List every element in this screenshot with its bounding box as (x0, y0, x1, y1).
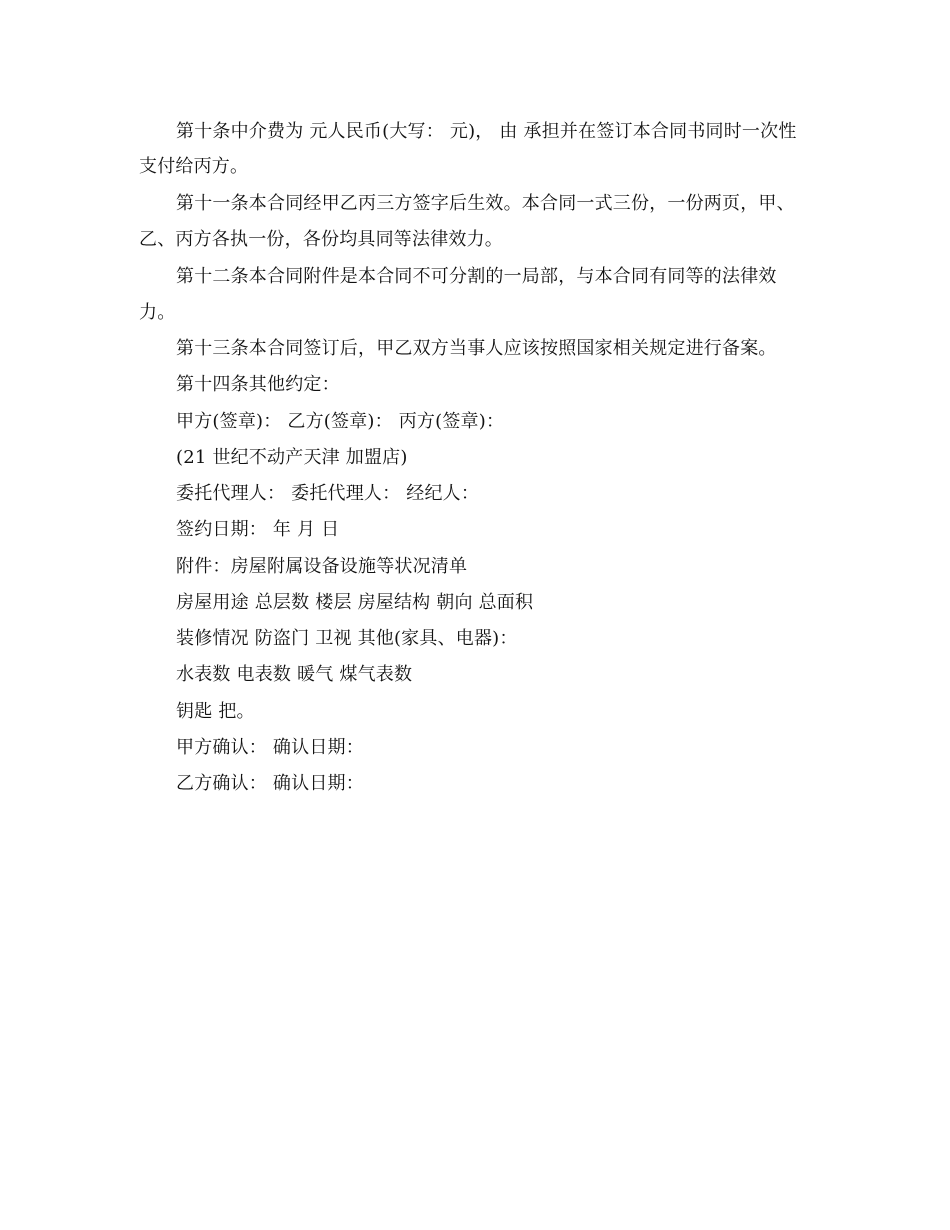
party-b-confirm: 乙方确认： 确认日期： (176, 773, 364, 794)
clause-10-line-1: 第十条中介费为 元人民币(大写： 元)， 由 承担并在签订本合同书同时一次性 (176, 121, 797, 142)
clause-14: 第十四条其他约定： (176, 374, 340, 395)
signing-date: 签约日期： 年 月 日 (176, 519, 340, 540)
clause-13: 第十三条本合同签订后，甲乙双方当事人应该按照国家相关规定进行备案。 (176, 338, 777, 359)
clause-10-line-2: 支付给丙方。 (139, 156, 249, 177)
clause-12-line-2: 力。 (139, 302, 176, 323)
clause-12-line-1: 第十二条本合同附件是本合同不可分割的一局部，与本合同有同等的法律效 (176, 266, 777, 287)
agency-note: (21 世纪不动产天津 加盟店) (176, 447, 408, 468)
party-a-confirm: 甲方确认： 确认日期： (176, 737, 364, 758)
attachment-title: 附件：房屋附属设备设施等状况清单 (176, 556, 468, 577)
signature-parties: 甲方(签章)： 乙方(签章)： 丙方(签章)： (176, 411, 505, 432)
keys-field: 钥匙 把。 (176, 701, 255, 722)
property-fields: 房屋用途 总层数 楼层 房屋结构 朝向 总面积 (176, 592, 534, 613)
clause-11-line-1: 第十一条本合同经甲乙丙三方签字后生效。本合同一式三份，一份两页，甲、 (176, 193, 795, 214)
clause-11-line-2: 乙、丙方各执一份，各份均具同等法律效力。 (139, 229, 503, 250)
meter-fields: 水表数 电表数 暖气 煤气表数 (176, 664, 413, 685)
decoration-fields: 装修情况 防盗门 卫视 其他(家具、电器)： (176, 628, 518, 649)
agents-line: 委托代理人： 委托代理人： 经纪人： (176, 483, 480, 504)
